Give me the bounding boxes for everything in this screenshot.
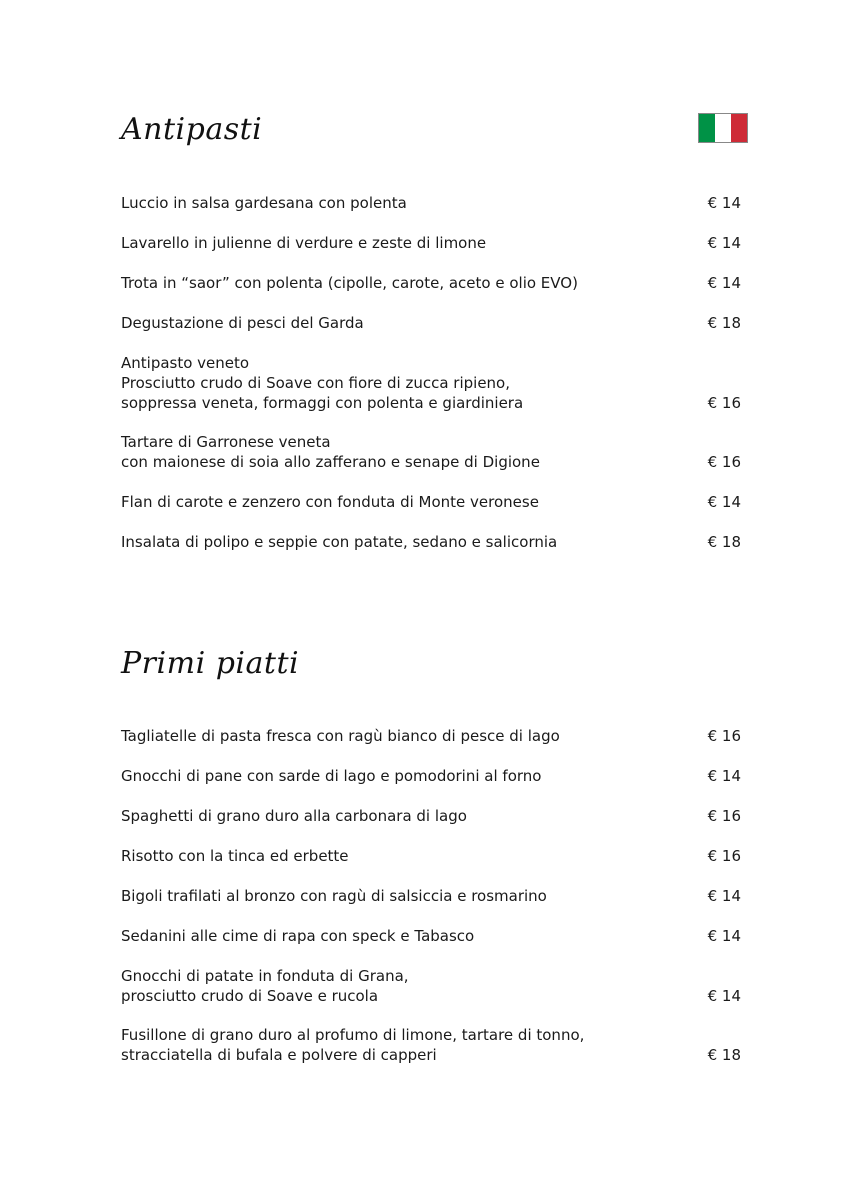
item-description: stracciatella di bufala e polvere di capperi [121,1046,437,1064]
item-price: € 18 [707,533,741,551]
item-price: € 14 [707,194,741,212]
menu-item [121,353,741,413]
item-description: soppressa veneta, formaggi con polenta e giardiniera [121,394,524,412]
item-price: € 14 [707,987,741,1005]
menu-item [121,193,741,213]
item-price: € 14 [707,887,741,905]
menu-item [121,846,741,866]
menu-item [121,1025,741,1065]
menu-item [121,926,741,946]
menu-item [121,726,741,746]
item-description: Gnocchi di pane con sarde di lago e pomodorini al forno [121,767,542,785]
item-description: prosciutto crudo di Soave e rucola [121,987,379,1005]
menu-item [121,766,741,786]
item-description: Luccio in salsa gardesana con polenta [121,194,407,212]
item-description: con maionese di soia allo zafferano e senape di Digione [121,453,540,471]
item-description: Tagliatelle di pasta fresca con ragù bianco di pesce di lago [121,727,560,745]
item-description: Bigoli trafilati al bronzo con ragù di salsiccia e rosmarino [121,887,547,905]
item-price: € 18 [707,314,741,332]
item-price: € 16 [707,394,741,412]
item-price: € 16 [707,727,741,745]
item-description: Antipasto veneto [121,354,250,372]
item-description: Spaghetti di grano duro alla carbonara di lago [121,807,467,825]
item-description: Lavarello in julienne di verdure e zeste di limone [121,234,487,252]
menu-item [121,432,741,472]
item-price: € 14 [707,767,741,785]
menu-item [121,532,741,552]
item-description: Flan di carote e zenzero con fonduta di Monte veronese [121,493,539,511]
item-description: Sedanini alle cime di rapa con speck e Tabasco [121,927,475,945]
item-description: Degustazione di pesci del Garda [121,314,364,332]
section-title-primi-piatti: Primi piatti [121,646,300,681]
item-description: Tartare di Garronese veneta [121,433,331,451]
item-price: € 14 [707,234,741,252]
italian-flag-icon [698,113,748,143]
menu-item [121,966,741,1006]
item-description: Trota in “saor” con polenta (cipolle, carote, aceto e olio EVO) [121,274,578,292]
item-description: Risotto con la tinca ed erbette [121,847,349,865]
item-price: € 16 [707,847,741,865]
menu-item [121,886,741,906]
item-price: € 14 [707,493,741,511]
item-price: € 14 [707,927,741,945]
item-description: Gnocchi di patate in fonduta di Grana, [121,967,409,985]
section-title-antipasti: Antipasti [121,112,263,147]
menu-item [121,273,741,293]
item-price: € 16 [707,807,741,825]
item-description: Insalata di polipo e seppie con patate, sedano e salicornia [121,533,558,551]
menu-item [121,806,741,826]
item-price: € 14 [707,274,741,292]
menu-item [121,492,741,512]
item-description: Prosciutto crudo di Soave con fiore di zucca ripieno, [121,374,511,392]
item-description: Fusillone di grano duro al profumo di limone, tartare di tonno, [121,1026,585,1044]
menu-item [121,313,741,333]
menu-item [121,233,741,253]
item-price: € 18 [707,1046,741,1064]
item-price: € 16 [707,453,741,471]
